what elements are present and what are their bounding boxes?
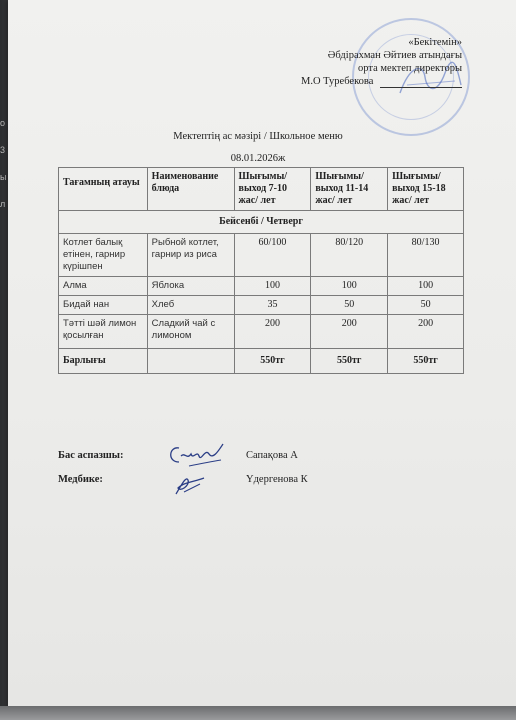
table-row bbox=[59, 315, 464, 349]
approval-heading: «Бекітемін» bbox=[408, 37, 462, 48]
director-name: М.О Туребекова bbox=[300, 76, 374, 87]
portion-15-18: 100 bbox=[388, 277, 464, 296]
nurse-role: Медбике: bbox=[58, 474, 103, 485]
chef-name: Сапақова А bbox=[246, 450, 298, 461]
portion-11-14: 80/120 bbox=[311, 234, 388, 277]
total-11-14: 550тг bbox=[311, 349, 388, 374]
table-header-row bbox=[59, 168, 464, 211]
director-signature-line bbox=[380, 87, 462, 88]
column-header-11-14: Шығымы/ выход 11-14 жас/ лет bbox=[311, 168, 388, 211]
menu-date: 08.01.2026ж bbox=[230, 153, 286, 164]
total-15-18: 550тг bbox=[388, 349, 464, 374]
desk-bottom-edge bbox=[0, 706, 516, 720]
dish-kaz: Котлет балық етінен, гарнир күрішпен bbox=[59, 234, 148, 277]
portion-11-14: 100 bbox=[311, 277, 388, 296]
table-row bbox=[59, 277, 464, 296]
total-row bbox=[59, 349, 464, 374]
dish-rus: Рыбной котлет, гарнир из риса bbox=[147, 234, 234, 277]
portion-15-18: 80/130 bbox=[388, 234, 464, 277]
column-header-rus: Наименование блюда bbox=[147, 168, 234, 211]
day-row bbox=[59, 211, 464, 234]
column-header-7-10: Шығымы/ выход 7-10 жас/ лет bbox=[234, 168, 311, 211]
portion-11-14: 50 bbox=[311, 296, 388, 315]
desk-edge-marks: о 3 ы л bbox=[0, 118, 7, 209]
nurse-signature-icon bbox=[170, 470, 208, 498]
dish-kaz: Алма bbox=[59, 277, 148, 296]
table-row bbox=[59, 296, 464, 315]
portion-7-10: 35 bbox=[234, 296, 311, 315]
chef-signature-icon bbox=[165, 440, 227, 470]
approval-director bbox=[301, 75, 462, 88]
approval-block bbox=[301, 36, 462, 88]
dish-rus: Сладкий чай с лимоном bbox=[147, 315, 234, 349]
total-empty-cell bbox=[147, 349, 234, 374]
dish-rus: Яблока bbox=[147, 277, 234, 296]
table-row bbox=[59, 234, 464, 277]
column-header-15-18: Шығымы/ выход 15-18 жас/ лет bbox=[388, 168, 464, 211]
dish-kaz: Тәтті шәй лимон қосылған bbox=[59, 315, 148, 349]
approval-position: орта мектеп директоры bbox=[358, 63, 462, 74]
portion-7-10: 200 bbox=[234, 315, 311, 349]
nurse-name: Үдергенова К bbox=[246, 474, 308, 485]
menu-table bbox=[58, 167, 464, 374]
portion-7-10: 100 bbox=[234, 277, 311, 296]
column-header-kaz: Тағамның атауы bbox=[59, 168, 148, 211]
portion-11-14: 200 bbox=[311, 315, 388, 349]
approval-school-name: Әбдірахман Әйтиев атындағы bbox=[327, 50, 462, 61]
menu-title: Мектептің ас мәзірі / Школьное меню bbox=[173, 131, 343, 142]
dish-rus: Хлеб bbox=[147, 296, 234, 315]
dish-kaz: Бидай нан bbox=[59, 296, 148, 315]
chef-role: Бас аспазшы: bbox=[58, 450, 124, 461]
total-label: Барлығы bbox=[59, 349, 148, 374]
day-label: Бейсенбі / Четверг bbox=[59, 211, 464, 234]
portion-15-18: 200 bbox=[388, 315, 464, 349]
portion-7-10: 60/100 bbox=[234, 234, 311, 277]
total-7-10: 550тг bbox=[234, 349, 311, 374]
portion-15-18: 50 bbox=[388, 296, 464, 315]
